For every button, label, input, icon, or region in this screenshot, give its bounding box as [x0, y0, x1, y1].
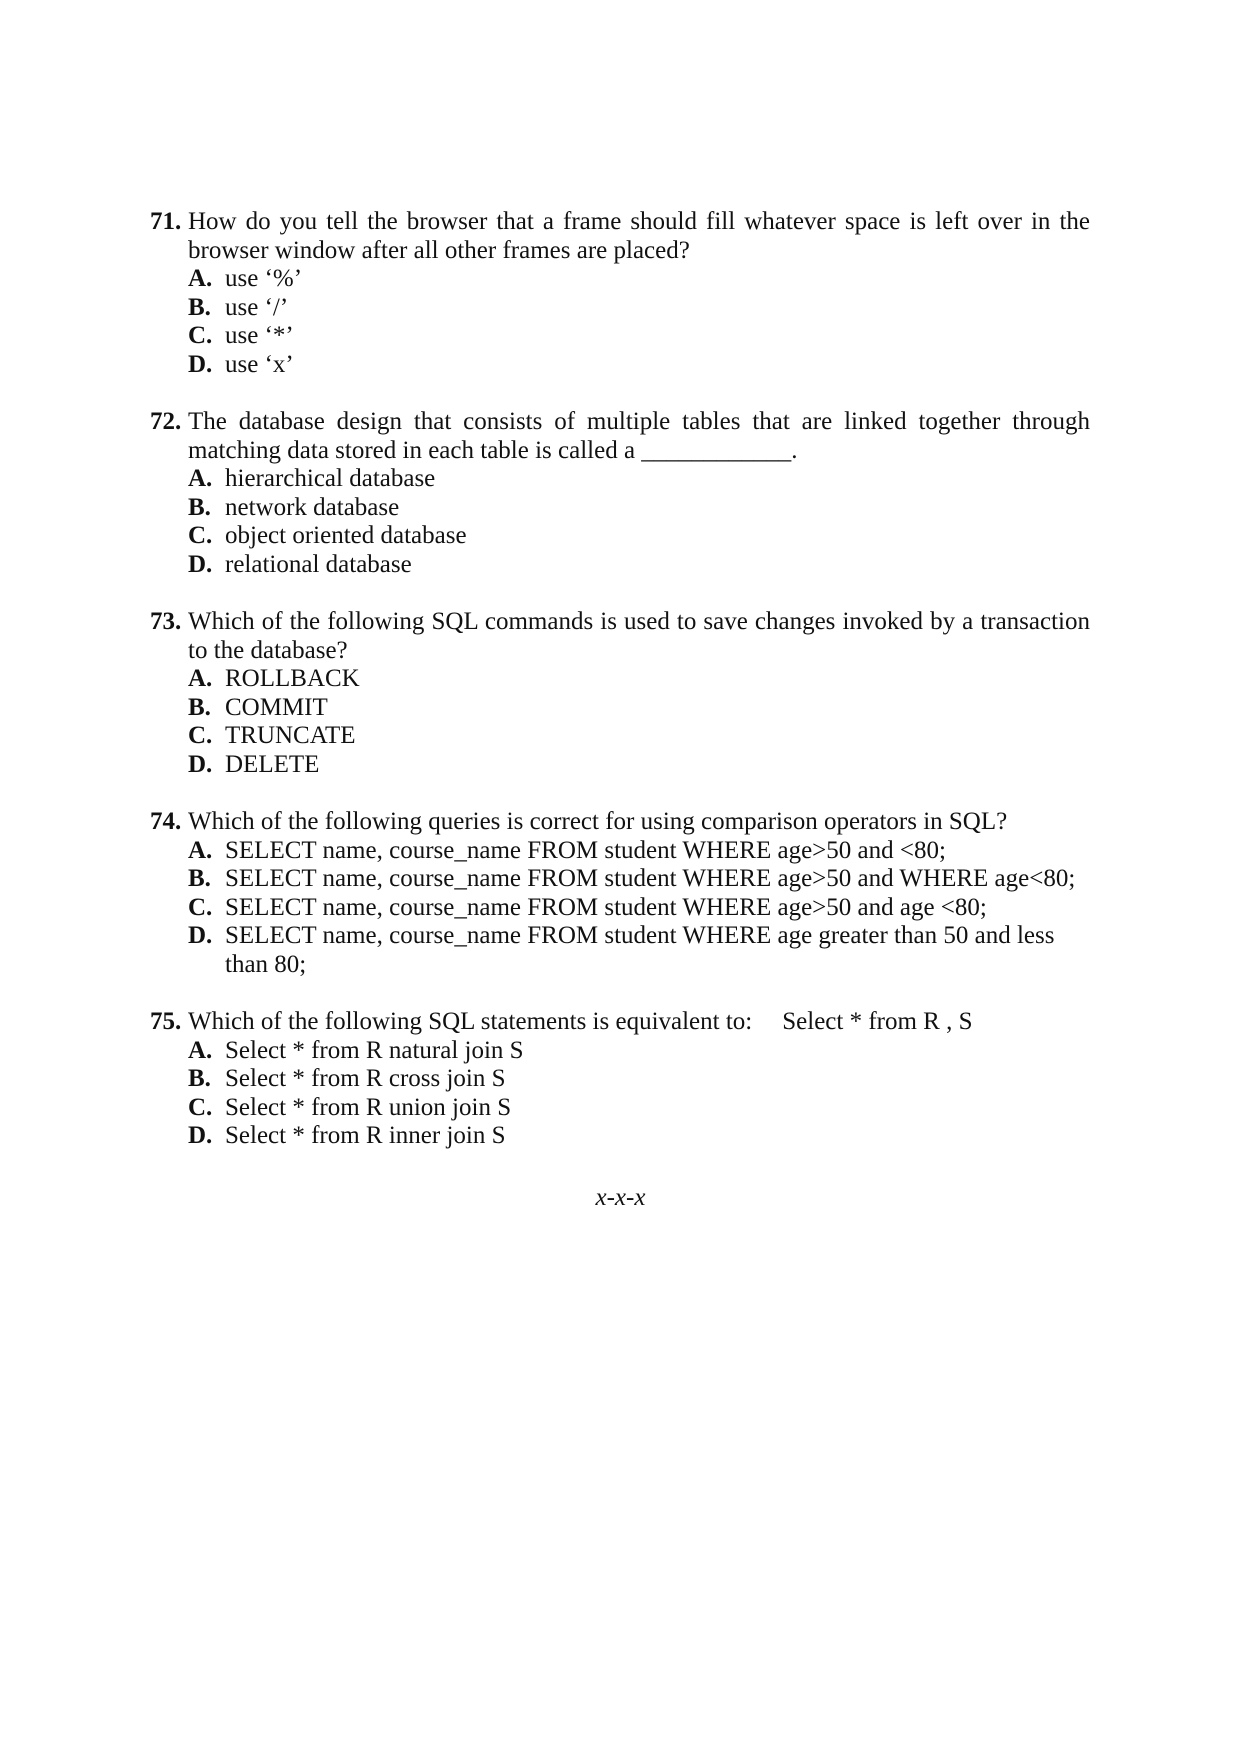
option-letter: A.	[188, 665, 213, 692]
option-text: SELECT name, course_name FROM student WHERE age>50 and age <80;	[225, 893, 987, 921]
option-c	[150, 722, 1090, 751]
question-stem	[150, 208, 1090, 265]
option-letter: B.	[188, 493, 211, 521]
question-number: 71.	[150, 208, 182, 235]
option-text: use ‘%’	[225, 265, 303, 292]
option-c	[150, 894, 1090, 923]
question-text: How do you tell the browser that a frame should fill whatever space is left over in the browser window after all other frames are placed?	[188, 208, 1090, 264]
option-a	[150, 837, 1090, 866]
option-text: TRUNCATE	[225, 722, 356, 749]
option-letter: A.	[188, 1036, 213, 1064]
option-d	[150, 751, 1090, 780]
option-a	[150, 665, 1090, 694]
option-list	[150, 665, 1090, 779]
question-text: Which of the following SQL commands is used to save changes invoked by a transaction to the database?	[188, 608, 1090, 664]
option-list	[150, 265, 1090, 379]
option-b	[150, 694, 1090, 723]
question-71	[150, 208, 1090, 379]
option-text: SELECT name, course_name FROM student WHERE age>50 and <80;	[225, 836, 946, 864]
option-text: relational database	[225, 550, 412, 578]
option-list	[150, 1037, 1090, 1151]
option-d	[150, 1122, 1090, 1151]
question-number: 75.	[150, 1008, 182, 1035]
question-73	[150, 608, 1090, 779]
option-list	[150, 465, 1090, 579]
option-c	[150, 522, 1090, 551]
option-letter: D.	[188, 1122, 213, 1149]
option-text: Select * from R cross join S	[225, 1065, 506, 1092]
question-74	[150, 808, 1090, 979]
option-letter: B.	[188, 1065, 211, 1092]
option-c	[150, 1094, 1090, 1123]
option-a	[150, 465, 1090, 494]
option-b	[150, 1065, 1090, 1094]
question-stem	[150, 808, 1090, 837]
question-text-main: Which of the following SQL statements is equivalent to:	[188, 1008, 753, 1035]
option-letter: C.	[188, 1093, 213, 1121]
option-text: network database	[225, 493, 400, 521]
option-d	[150, 551, 1090, 580]
option-text: SELECT name, course_name FROM student WHERE age>50 and WHERE age<80;	[225, 865, 1076, 892]
option-letter: A.	[188, 465, 213, 492]
option-text: Select * from R natural join S	[225, 1036, 524, 1064]
option-letter: D.	[188, 550, 213, 578]
option-text: use ‘/’	[225, 293, 289, 321]
option-letter: B.	[188, 293, 211, 321]
question-text	[188, 1008, 1090, 1037]
option-letter: C.	[188, 522, 213, 549]
option-letter: A.	[188, 836, 213, 864]
option-b	[150, 865, 1090, 894]
option-letter: D.	[188, 350, 213, 378]
option-letter: C.	[188, 722, 213, 749]
option-a	[150, 265, 1090, 294]
option-letter: B.	[188, 865, 211, 892]
question-number: 72.	[150, 408, 182, 435]
option-text: object oriented database	[225, 522, 467, 549]
question-number: 73.	[150, 608, 182, 635]
question-text: The database design that consists of multiple tables that are linked together through matching data stored in each table is called a ____________.	[188, 408, 1090, 464]
option-a	[150, 1037, 1090, 1066]
option-text: ROLLBACK	[225, 665, 360, 692]
option-b	[150, 494, 1090, 523]
option-text: SELECT name, course_name FROM student WHERE age greater than 50 and less than 80;	[225, 922, 1055, 978]
question-stem	[150, 1008, 1090, 1037]
question-stem	[150, 608, 1090, 665]
option-letter: A.	[188, 265, 213, 292]
end-of-paper-mark: x-x-x	[595, 1184, 646, 1211]
option-letter: B.	[188, 693, 211, 721]
option-letter: C.	[188, 322, 213, 349]
question-72	[150, 408, 1090, 579]
option-letter: D.	[188, 922, 213, 949]
option-list	[150, 837, 1090, 980]
option-b	[150, 294, 1090, 323]
question-75	[150, 1008, 1090, 1151]
option-text: Select * from R union join S	[225, 1093, 512, 1121]
option-text: use ‘*’	[225, 322, 294, 349]
option-text: DELETE	[225, 750, 320, 778]
option-letter: C.	[188, 893, 213, 921]
question-number: 74.	[150, 808, 182, 835]
option-d	[150, 351, 1090, 380]
question-stem	[150, 408, 1090, 465]
question-text: Which of the following queries is correct for using comparison operators in SQL?	[188, 808, 1008, 835]
option-d	[150, 922, 1090, 979]
option-text: COMMIT	[225, 693, 328, 721]
option-text: hierarchical database	[225, 465, 436, 492]
option-text: Select * from R inner join S	[225, 1122, 506, 1149]
option-c	[150, 322, 1090, 351]
option-letter: D.	[188, 750, 213, 778]
option-text: use ‘x’	[225, 350, 294, 378]
question-query: Select * from R , S	[782, 1008, 973, 1035]
